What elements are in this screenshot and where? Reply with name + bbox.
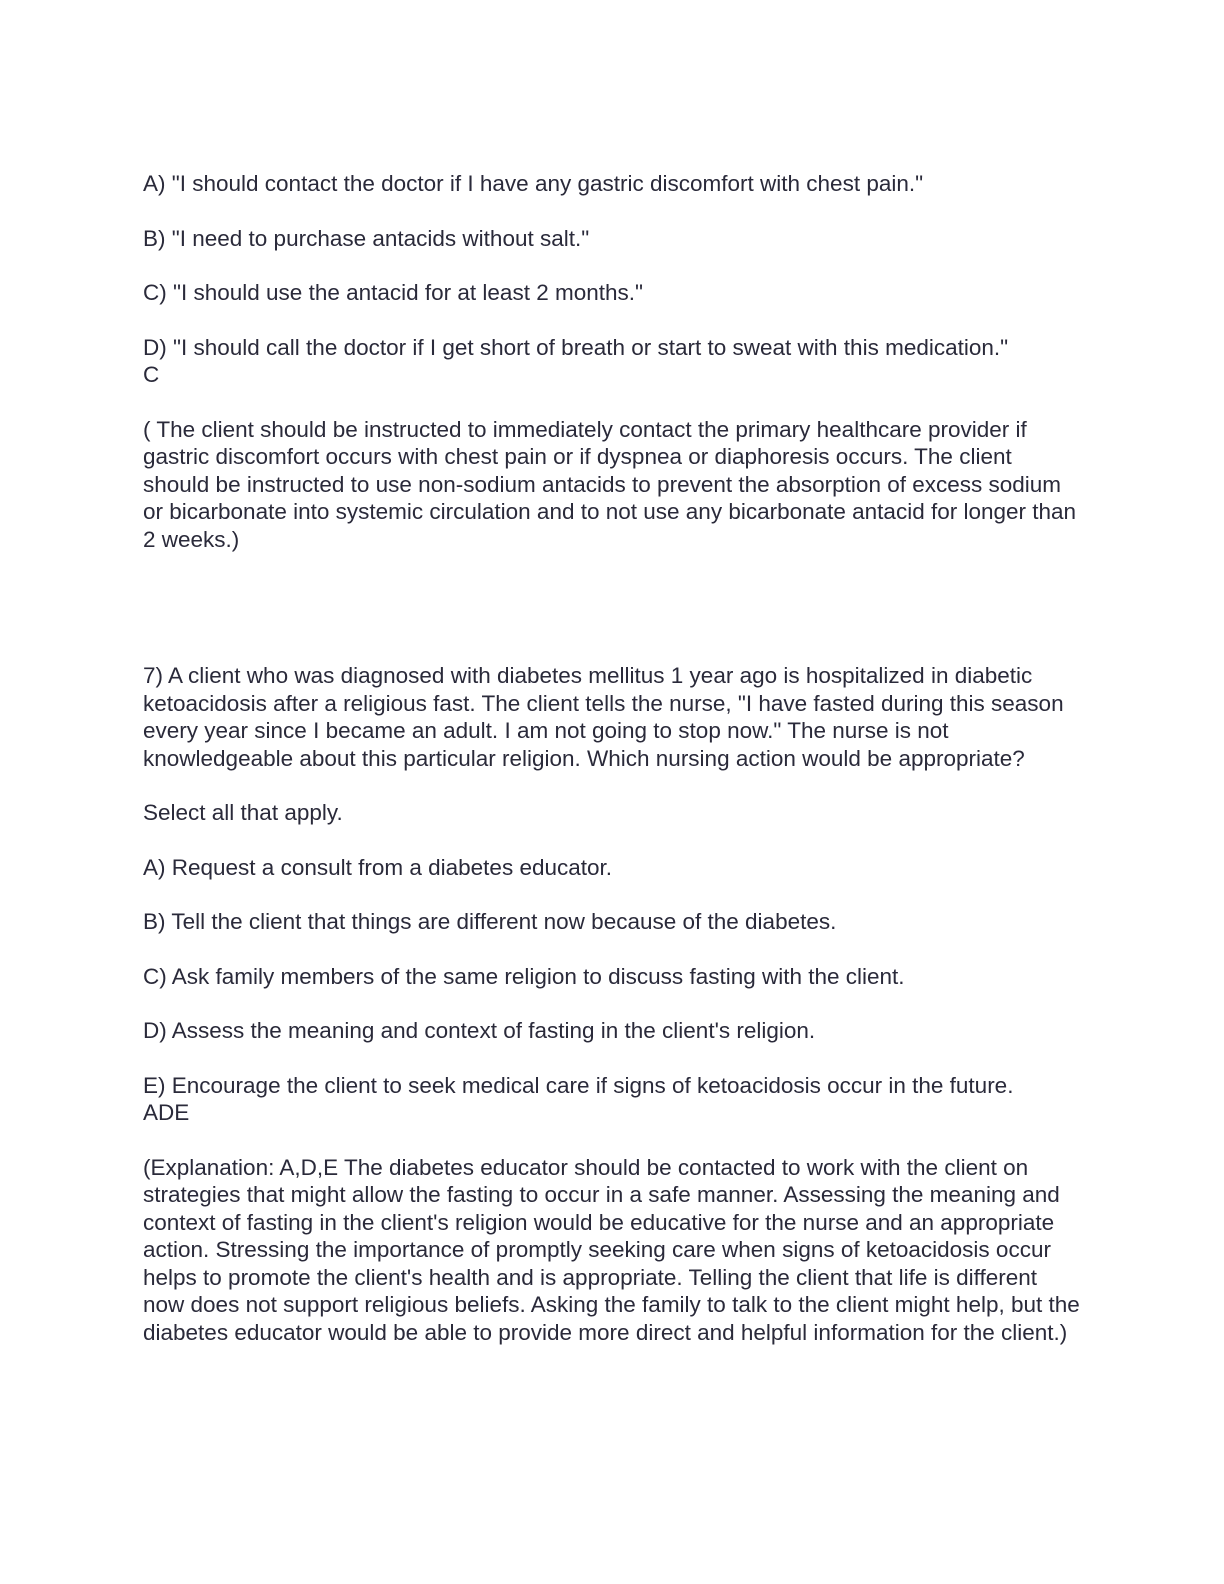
q6-option-a: A) "I should contact the doctor if I have any gastric discomfort with chest pain." <box>143 171 924 196</box>
q7-explanation: (Explanation: A,D,E The diabetes educator should be contacted to work with the client on strategies that might allow the fasting to occur in a safe manner. Assessing the meaning and context of fasting in the client's religion would be educative for the nurse and an appropriate action. Stressing the importance of promptly seeking care when signs of ketoacidosis occur helps to promote the client's health and is appropriate. Telling the client that life is different now does not support religious beliefs. Asking the family to talk to the client might help, but the diabetes educator would be able to provide more direct and helpful information for the client.) <box>143 1154 1080 1345</box>
q7-option-d: D) Assess the meaning and context of fasting in the client's religion. <box>143 1018 816 1043</box>
q7-answer: ADE <box>143 1100 190 1125</box>
q6-option-b: B) "I need to purchase antacids without salt." <box>143 225 590 251</box>
section-gap <box>143 580 1083 662</box>
q6-option-d: D) "I should call the doctor if I get short of breath or start to sweat with this medication." <box>143 334 1009 360</box>
document-page <box>143 170 1083 1373</box>
q7-option-b: B) Tell the client that things are different now because of the diabetes. <box>143 909 837 934</box>
q6-explanation: ( The client should be instructed to immediately contact the primary healthcare provider if gastric discomfort occurs with chest pain or if dyspnea or diaphoresis occurs. The client should be instructed to use non-sodium antacids to prevent the absorption of excess sodium or bicarbonate into systemic circulation and to not use any bicarbonate antacid for longer than 2 weeks.) <box>143 416 1077 552</box>
q7-option-e: E) Encourage the client to seek medical care if signs of ketoacidosis occur in the future. <box>143 1072 1014 1098</box>
q7-option-a: A) Request a consult from a diabetes educator. <box>143 854 613 880</box>
q7-option-e-and-answer <box>143 1072 1083 1127</box>
q6-option-c: C) "I should use the antacid for at least 2 months." <box>143 280 643 305</box>
q7-instruction: Select all that apply. <box>143 800 343 825</box>
q7-option-c: C) Ask family members of the same religion to discuss fasting with the client. <box>143 963 905 989</box>
q6-answer: C <box>143 362 160 387</box>
q6-option-d-and-answer <box>143 334 1083 389</box>
q7-question: 7) A client who was diagnosed with diabetes mellitus 1 year ago is hospitalized in diabetic ketoacidosis after a religious fast. The client tells the nurse, "I have fasted during this season every year since I became an adult. I am not going to stop now." The nurse is not knowledgeable about this particular religion. Which nursing action would be appropriate? <box>143 663 1064 771</box>
